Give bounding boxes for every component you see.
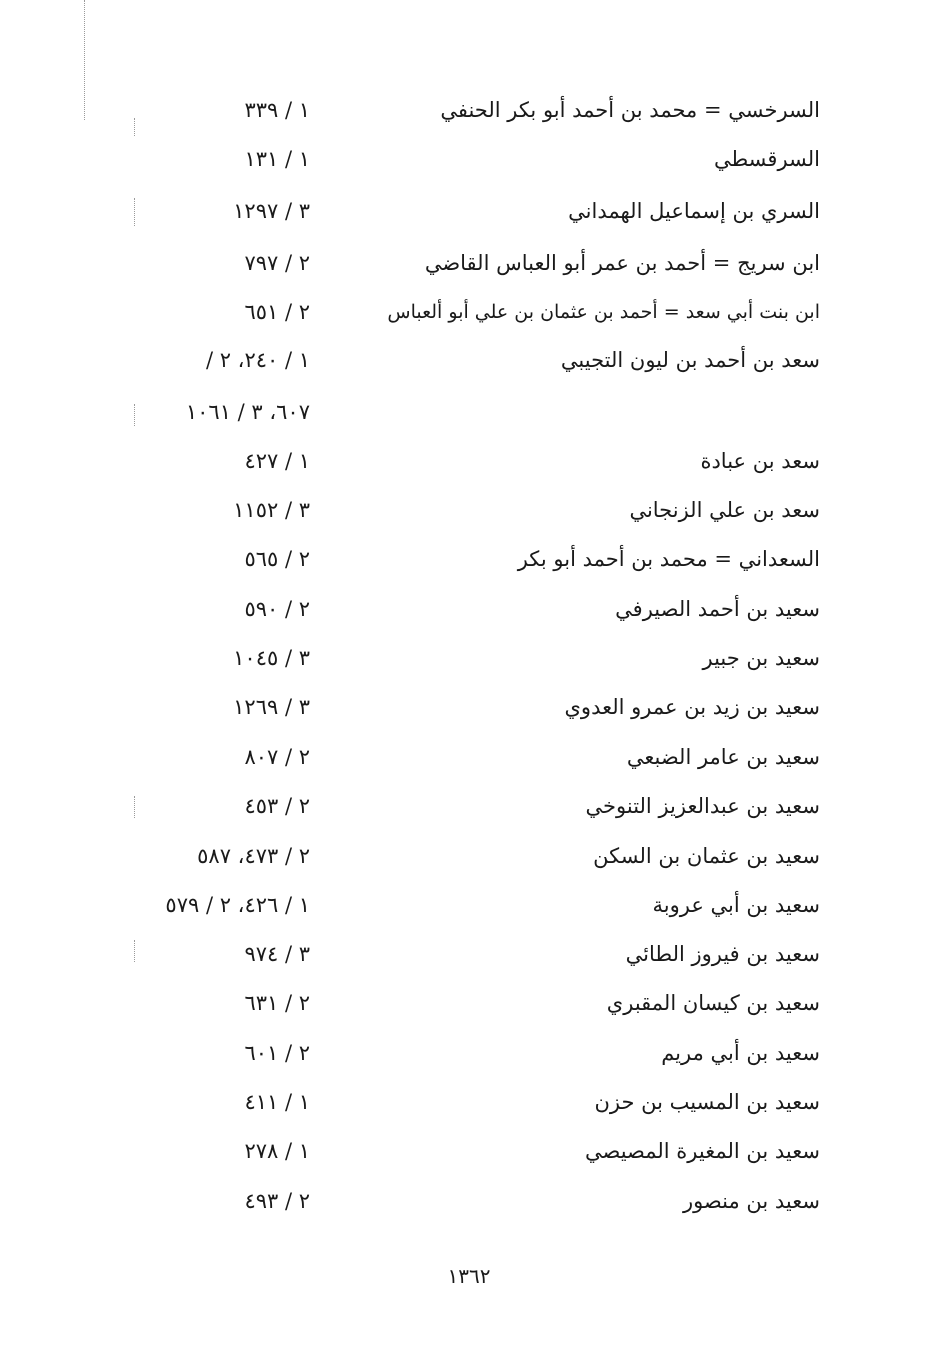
entry-page-ref: ٣ / ١٢٩٧ bbox=[233, 199, 310, 223]
entry-page-ref: ٢ / ٦٣١ bbox=[244, 991, 310, 1015]
entry-page-ref: ٢ / ٦٥١ bbox=[244, 300, 310, 324]
entry-name: ابن سريج = أحمد بن عمر أبو العباس القاضي bbox=[424, 251, 820, 275]
index-entry bbox=[0, 836, 938, 876]
entry-name: السرخسي = محمد بن أحمد أبو بكر الحنفي bbox=[440, 98, 820, 122]
index-entry bbox=[0, 638, 938, 678]
entry-name: سعيد بن عامر الضبعي bbox=[626, 745, 820, 769]
entry-name: سعد بن عبادة bbox=[700, 449, 820, 473]
entry-name: سعيد بن المغيرة المصيصي bbox=[584, 1139, 820, 1163]
entry-page-ref: ٢ / ٤٩٣ bbox=[244, 1189, 310, 1213]
entry-name: سعيد بن عبدالعزيز التنوخي bbox=[585, 794, 820, 818]
entry-name: السرقسطي bbox=[713, 147, 820, 171]
index-entry bbox=[0, 934, 938, 974]
entry-name: سعيد بن جبير bbox=[702, 646, 820, 670]
entry-page-ref: ٣ / ١١٥٢ bbox=[233, 498, 310, 522]
entry-page-ref: ٢ / ٦٠١ bbox=[244, 1041, 310, 1065]
entry-name: سعيد بن أبي عروبة bbox=[652, 893, 820, 917]
index-entry-continuation bbox=[0, 392, 938, 432]
index-entry bbox=[0, 191, 938, 231]
entry-page-ref: ١ / ٤٢٧ bbox=[244, 449, 310, 473]
entry-name: سعد بن علي الزنجاني bbox=[629, 498, 820, 522]
entry-name: سعيد بن المسيب بن حزن bbox=[594, 1090, 820, 1114]
index-entry bbox=[0, 885, 938, 925]
index-entry bbox=[0, 441, 938, 481]
entry-name: سعيد بن عثمان بن السكن bbox=[593, 844, 820, 868]
entry-page-ref: ٢ / ٥٩٠ bbox=[244, 597, 310, 621]
entry-name: ابن بنت أبي سعد = أحمد بن عثمان بن علي أبو ألعباس bbox=[387, 301, 820, 323]
index-entry bbox=[0, 1082, 938, 1122]
entry-page-ref: ٣ / ١٠٤٥ bbox=[233, 646, 310, 670]
entry-page-ref: ١ / ١٣١ bbox=[244, 147, 310, 171]
index-entry bbox=[0, 1131, 938, 1171]
entry-name: سعيد بن فيروز الطائي bbox=[625, 942, 820, 966]
index-entry bbox=[0, 1033, 938, 1073]
entry-page-ref: ١ / ٣٣٩ bbox=[244, 98, 310, 122]
entry-name: السعداني = محمد بن أحمد أبو بكر bbox=[517, 547, 820, 571]
index-entry bbox=[0, 490, 938, 530]
entry-page-ref: ١ / ٢٧٨ bbox=[244, 1139, 310, 1163]
entry-page-ref: ١ / ٢٤٠، ٢ / bbox=[205, 348, 310, 372]
index-entry bbox=[0, 983, 938, 1023]
index-entry bbox=[0, 687, 938, 727]
entry-page-ref: ٣ / ١٢٦٩ bbox=[233, 695, 310, 719]
index-entry bbox=[0, 340, 938, 380]
entry-page-ref: ٦٠٧، ٣ / ١٠٦١ bbox=[185, 400, 310, 424]
entry-page-ref: ١ / ٤٢٦، ٢ / ٥٧٩ bbox=[165, 893, 310, 917]
entry-name: سعيد بن كيسان المقبري bbox=[606, 991, 820, 1015]
entry-name: سعد بن أحمد بن ليون التجيبي bbox=[560, 348, 820, 372]
entry-name: سعيد بن زيد بن عمرو العدوي bbox=[564, 695, 820, 719]
entry-page-ref: ٢ / ٤٥٣ bbox=[244, 794, 310, 818]
entry-page-ref: ٢ / ٧٩٧ bbox=[244, 251, 310, 275]
index-entry bbox=[0, 589, 938, 629]
index-entry bbox=[0, 737, 938, 777]
index-entry bbox=[0, 90, 938, 130]
entry-name: سعيد بن أبي مريم bbox=[661, 1041, 820, 1065]
entry-page-ref: ٢ / ٤٧٣، ٥٨٧ bbox=[197, 844, 310, 868]
index-entry bbox=[0, 139, 938, 179]
entry-page-ref: ٢ / ٥٦٥ bbox=[244, 547, 310, 571]
entry-page-ref: ١ / ٤١١ bbox=[244, 1090, 310, 1114]
entry-page-ref: ٣ / ٩٧٤ bbox=[244, 942, 310, 966]
index-entry bbox=[0, 292, 938, 332]
index-entry bbox=[0, 539, 938, 579]
entry-name: سعيد بن أحمد الصيرفي bbox=[615, 597, 820, 621]
index-entry bbox=[0, 1181, 938, 1221]
entry-page-ref: ٢ / ٨٠٧ bbox=[244, 745, 310, 769]
entry-name: السري بن إسماعيل الهمداني bbox=[568, 199, 820, 223]
index-entry bbox=[0, 786, 938, 826]
entry-name: سعيد بن منصور bbox=[682, 1189, 820, 1213]
index-entry bbox=[0, 243, 938, 283]
page-number: ١٣٦٢ bbox=[447, 1264, 491, 1288]
